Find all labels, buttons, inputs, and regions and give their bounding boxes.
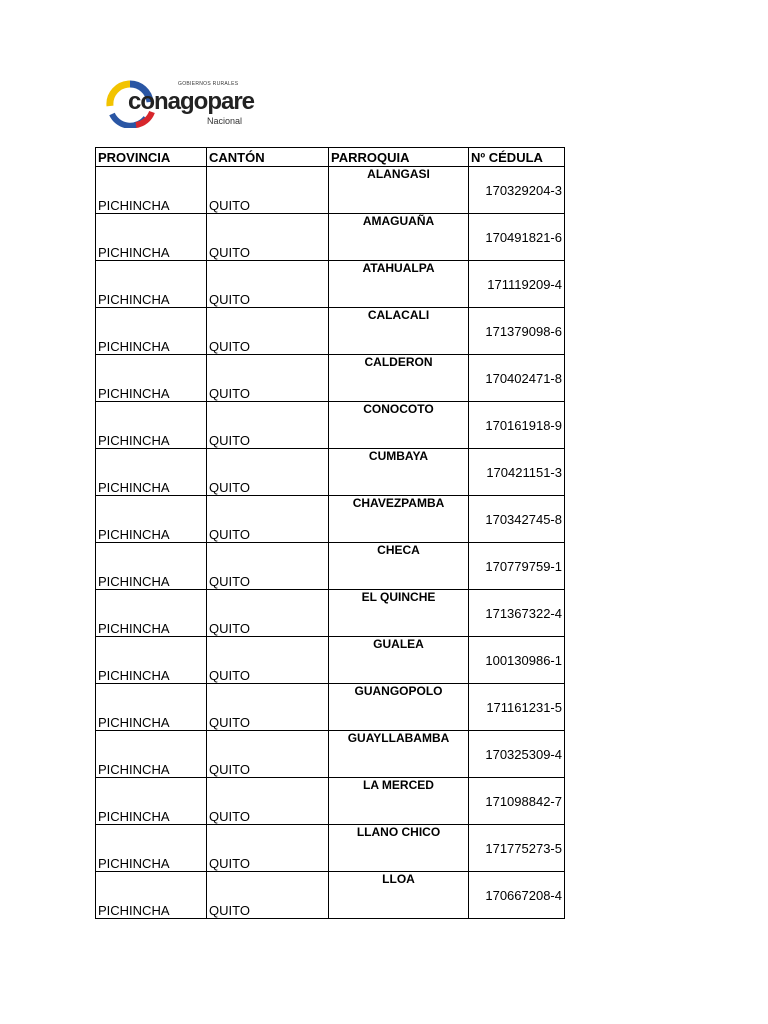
cell-cedula: 170342745-8	[469, 496, 565, 543]
table-row	[96, 355, 565, 402]
table-row	[96, 637, 565, 684]
cell-canton: QUITO	[207, 825, 329, 872]
table-row	[96, 825, 565, 872]
cell-parroquia: CONOCOTO	[329, 402, 469, 449]
table-row	[96, 872, 565, 919]
cell-canton: QUITO	[207, 684, 329, 731]
cell-canton: QUITO	[207, 731, 329, 778]
header-canton: CANTÓN	[207, 148, 329, 167]
table-row	[96, 167, 565, 214]
cell-parroquia: CUMBAYA	[329, 449, 469, 496]
header-cedula: Nº CÉDULA	[469, 148, 565, 167]
cell-canton: QUITO	[207, 496, 329, 543]
table-row	[96, 214, 565, 261]
parroquias-table	[95, 147, 565, 919]
cell-cedula: 171119209-4	[469, 261, 565, 308]
table-row	[96, 684, 565, 731]
cell-cedula: 171161231-5	[469, 684, 565, 731]
cell-parroquia: CHECA	[329, 543, 469, 590]
cell-provincia: PICHINCHA	[96, 872, 207, 919]
table-row	[96, 496, 565, 543]
cell-canton: QUITO	[207, 402, 329, 449]
cell-cedula: 170667208-4	[469, 872, 565, 919]
cell-provincia: PICHINCHA	[96, 825, 207, 872]
cell-canton: QUITO	[207, 543, 329, 590]
cell-parroquia: GUAYLLABAMBA	[329, 731, 469, 778]
cell-parroquia: GUALEA	[329, 637, 469, 684]
table-row	[96, 402, 565, 449]
cell-parroquia: CALACALI	[329, 308, 469, 355]
cell-provincia: PICHINCHA	[96, 402, 207, 449]
cell-cedula: 170779759-1	[469, 543, 565, 590]
header-provincia: PROVINCIA	[96, 148, 207, 167]
cell-canton: QUITO	[207, 167, 329, 214]
cell-cedula: 170325309-4	[469, 731, 565, 778]
table-row	[96, 778, 565, 825]
cell-cedula: 171379098-6	[469, 308, 565, 355]
cell-canton: QUITO	[207, 308, 329, 355]
cell-provincia: PICHINCHA	[96, 261, 207, 308]
cell-parroquia: CALDERON	[329, 355, 469, 402]
cell-canton: QUITO	[207, 214, 329, 261]
cell-cedula: 170491821-6	[469, 214, 565, 261]
cell-provincia: PICHINCHA	[96, 214, 207, 261]
cell-parroquia: CHAVEZPAMBA	[329, 496, 469, 543]
cell-canton: QUITO	[207, 872, 329, 919]
cell-provincia: PICHINCHA	[96, 167, 207, 214]
cell-parroquia: GUANGOPOLO	[329, 684, 469, 731]
cell-parroquia: LA MERCED	[329, 778, 469, 825]
cell-cedula: 170402471-8	[469, 355, 565, 402]
cell-canton: QUITO	[207, 355, 329, 402]
cell-parroquia: ATAHUALPA	[329, 261, 469, 308]
cell-canton: QUITO	[207, 637, 329, 684]
logo-tagline: GOBIERNOS RURALES	[178, 81, 239, 87]
cell-provincia: PICHINCHA	[96, 778, 207, 825]
cell-canton: QUITO	[207, 590, 329, 637]
cell-provincia: PICHINCHA	[96, 355, 207, 402]
cell-cedula: 171098842-7	[469, 778, 565, 825]
table-row	[96, 449, 565, 496]
cell-cedula: 171775273-5	[469, 825, 565, 872]
cell-canton: QUITO	[207, 261, 329, 308]
cell-provincia: PICHINCHA	[96, 543, 207, 590]
cell-canton: QUITO	[207, 449, 329, 496]
table-row	[96, 590, 565, 637]
cell-provincia: PICHINCHA	[96, 637, 207, 684]
cell-provincia: PICHINCHA	[96, 590, 207, 637]
header-parroquia: PARROQUIA	[329, 148, 469, 167]
cell-cedula: 170161918-9	[469, 402, 565, 449]
cell-cedula: 100130986-1	[469, 637, 565, 684]
cell-provincia: PICHINCHA	[96, 731, 207, 778]
table-row	[96, 261, 565, 308]
cell-cedula: 171367322-4	[469, 590, 565, 637]
table-row	[96, 543, 565, 590]
cell-cedula: 170329204-3	[469, 167, 565, 214]
cell-cedula: 170421151-3	[469, 449, 565, 496]
cell-provincia: PICHINCHA	[96, 496, 207, 543]
logo-sub: Nacional	[207, 116, 243, 126]
cell-parroquia: EL QUINCHE	[329, 590, 469, 637]
cell-provincia: PICHINCHA	[96, 308, 207, 355]
table-row	[96, 308, 565, 355]
cell-provincia: PICHINCHA	[96, 449, 207, 496]
conagopare-logo	[106, 78, 256, 128]
cell-parroquia: LLOA	[329, 872, 469, 919]
cell-parroquia: ALANGASI	[329, 167, 469, 214]
logo-brand: conagopare	[128, 88, 255, 115]
cell-canton: QUITO	[207, 778, 329, 825]
table-row	[96, 731, 565, 778]
cell-provincia: PICHINCHA	[96, 684, 207, 731]
cell-parroquia: LLANO CHICO	[329, 825, 469, 872]
table-header-row	[96, 148, 565, 167]
cell-parroquia: AMAGUAÑA	[329, 214, 469, 261]
